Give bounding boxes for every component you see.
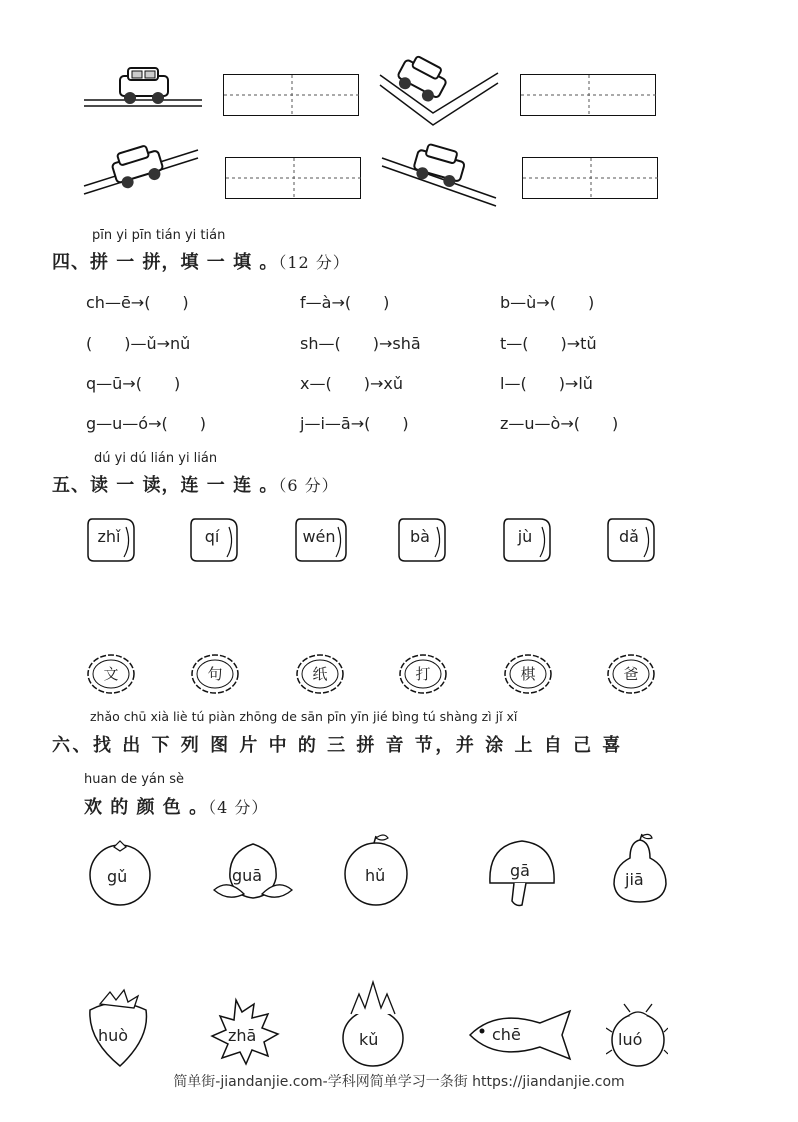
syllable-3: wén	[302, 527, 336, 546]
section4-title-text: 四、拼 一 拼，填 一 填 。	[52, 252, 279, 273]
picture-label-huo: huò	[98, 1026, 129, 1045]
section6-title-line2-text: 欢 的 颜 色 。	[84, 797, 209, 818]
writing-box-4[interactable]	[522, 157, 658, 199]
pear-picture[interactable]	[610, 832, 670, 907]
picture-label-jia: jiā	[625, 870, 644, 889]
section5-score: （6 分）	[278, 476, 339, 495]
pineapple-picture[interactable]	[337, 978, 409, 1068]
section5-title	[52, 471, 339, 497]
picture-label-zha: zhā	[228, 1026, 257, 1045]
character-1: 文	[103, 665, 119, 683]
peach-picture[interactable]	[208, 838, 298, 908]
picture-label-ga: gā	[510, 861, 530, 880]
syllable-tile-2[interactable]	[189, 515, 239, 563]
syllable-tile-3[interactable]	[294, 515, 348, 563]
character-badge-1[interactable]	[86, 652, 136, 696]
section5-title-text: 五、读 一 读，连 一 连 。	[52, 475, 279, 496]
writing-box-3[interactable]	[225, 157, 361, 199]
apple-picture[interactable]	[340, 832, 412, 907]
section4-pinyin: pīn yi pīn tián yi tián	[92, 228, 226, 243]
character-3: 纸	[312, 665, 328, 683]
character-2: 句	[207, 665, 223, 683]
exercise-5: sh—( )→shā	[300, 334, 421, 353]
section6-title-line2	[84, 793, 268, 819]
section6-score: （4 分）	[208, 798, 269, 817]
fish-picture[interactable]	[466, 1005, 576, 1065]
exercise-10: g—u—ó→( )	[86, 414, 206, 433]
writing-box-1[interactable]	[223, 74, 359, 116]
maple-leaf-picture[interactable]	[206, 996, 284, 1068]
car-downhill-picture	[380, 140, 500, 210]
orange-picture[interactable]	[86, 837, 156, 907]
car-uphill-picture	[82, 140, 202, 200]
picture-label-gu: gǔ	[107, 867, 128, 886]
syllable-1: zhǐ	[97, 527, 121, 546]
syllable-4: bà	[410, 527, 430, 546]
exercise-12: z—u—ò→( )	[500, 414, 619, 433]
exercise-3: b—ù→( )	[500, 293, 595, 312]
section6-title-line1: 六、找 出 下 列 图 片 中 的 三 拼 音 节，并 涂 上 自 己 喜	[52, 735, 623, 756]
exercise-4: ( )—ǔ→nǔ	[86, 334, 191, 353]
ladybug-picture[interactable]	[606, 1002, 668, 1068]
character-4: 打	[415, 665, 431, 683]
section4-title	[52, 248, 350, 274]
picture-label-ku: kǔ	[359, 1030, 379, 1049]
syllable-tile-1[interactable]	[86, 515, 136, 563]
section5-pinyin: dú yi dú lián yi lián	[94, 451, 218, 466]
syllable-2: qí	[204, 527, 220, 546]
strawberry-picture[interactable]	[80, 988, 155, 1068]
exercise-11: j—i—ā→( )	[300, 414, 409, 433]
picture-label-luo: luó	[618, 1030, 643, 1049]
character-badge-6[interactable]	[606, 652, 656, 696]
exercise-2: f—à→( )	[300, 293, 390, 312]
character-badge-4[interactable]	[398, 652, 448, 696]
syllable-tile-4[interactable]	[397, 515, 447, 563]
section6-pinyin-line1: zhǎo chū xià liè tú piàn zhōng de sān pīn yīn jié bìng tú shàng zì jǐ xǐ	[90, 709, 518, 724]
exercise-7: q—ū→( )	[86, 374, 181, 393]
exercise-6: t—( )→tǔ	[500, 334, 597, 353]
character-badge-2[interactable]	[190, 652, 240, 696]
character-6: 爸	[623, 665, 639, 683]
exercise-8: x—( )→xǔ	[300, 374, 403, 393]
syllable-tile-5[interactable]	[502, 515, 552, 563]
section4-score: （12 分）	[278, 253, 350, 272]
footer-watermark: 简单街-jiandanjie.com-学科网简单学习一条街 https://jiandanjie.com	[173, 1074, 625, 1090]
mushroom-picture[interactable]	[486, 835, 558, 910]
exercise-1: ch—ē→( )	[86, 293, 189, 312]
syllable-tile-6[interactable]	[606, 515, 656, 563]
syllable-6: dǎ	[619, 527, 639, 546]
picture-label-gua: guā	[232, 866, 263, 885]
character-5: 棋	[520, 665, 536, 683]
picture-label-hu: hǔ	[365, 866, 386, 885]
character-badge-5[interactable]	[503, 652, 553, 696]
character-badge-3[interactable]	[295, 652, 345, 696]
section6-pinyin-line2: huan de yán sè	[84, 772, 185, 787]
picture-label-che: chē	[492, 1025, 521, 1044]
car-flat-picture	[82, 62, 204, 117]
syllable-5: jù	[517, 527, 533, 546]
car-valley-picture	[378, 55, 503, 130]
exercise-9: l—( )→lǔ	[500, 374, 593, 393]
writing-box-2[interactable]	[520, 74, 656, 116]
